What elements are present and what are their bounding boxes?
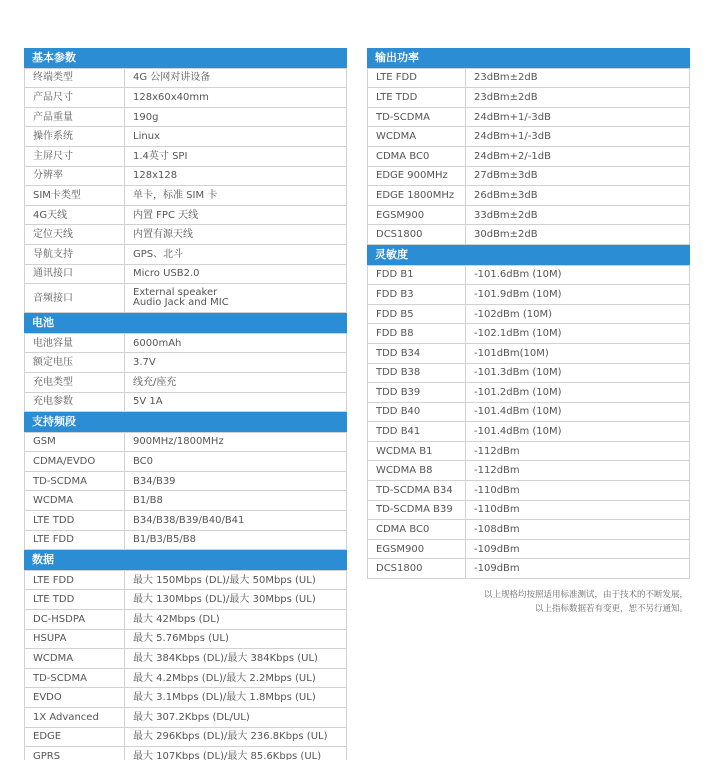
spec-label: LTE TDD xyxy=(25,590,125,610)
spec-label: TDD B38 xyxy=(368,363,466,383)
spec-row xyxy=(25,186,347,206)
spec-label: SIM卡类型 xyxy=(25,186,125,206)
spec-row xyxy=(368,520,690,540)
spec-value-line: 线充/座充 xyxy=(133,376,177,388)
spec-row xyxy=(25,570,347,590)
spec-value xyxy=(466,539,690,559)
spec-value-line: 最大 296Kbps (DL)/最大 236.8Kbps (UL) xyxy=(133,731,328,743)
spec-value xyxy=(125,205,347,225)
spec-value xyxy=(466,166,690,186)
spec-value-line: -101.2dBm (10M) xyxy=(474,386,562,398)
spec-value-line: 30dBm±2dB xyxy=(474,229,538,241)
spec-value xyxy=(466,383,690,403)
spec-label: 通讯接口 xyxy=(25,264,125,284)
spec-value-line: -101.4dBm (10M) xyxy=(474,426,562,438)
spec-row xyxy=(25,392,347,412)
spec-value-line: 23dBm±2dB xyxy=(474,91,538,103)
spec-value xyxy=(125,107,347,127)
spec-value-line: -102.1dBm (10M) xyxy=(474,328,562,340)
spec-value-line: 最大 150Mbps (DL)/最大 50Mbps (UL) xyxy=(133,574,316,586)
spec-value xyxy=(466,225,690,245)
spec-row xyxy=(25,649,347,669)
spec-row xyxy=(368,225,690,245)
spec-value-line: 128x60x40mm xyxy=(133,91,209,103)
spec-label: LTE FDD xyxy=(25,570,125,590)
spec-row xyxy=(368,500,690,520)
spec-label: TD-SCDMA xyxy=(368,107,466,127)
spec-value-line: 最大 5.76Mbps (UL) xyxy=(133,633,229,645)
spec-label: 充电类型 xyxy=(25,372,125,392)
spec-value-line: 190g xyxy=(133,111,159,123)
spec-label: FDD B5 xyxy=(368,304,466,324)
spec-value-line: 最大 42Mbps (DL) xyxy=(133,613,220,625)
spec-value-line: External speaker xyxy=(133,286,218,298)
spec-value-line: 最大 107Kbps (DL)/最大 85.6Kbps (UL) xyxy=(133,750,322,760)
spec-row xyxy=(368,539,690,559)
spec-row xyxy=(25,333,347,353)
spec-value-line: 24dBm+1/-3dB xyxy=(474,111,551,123)
spec-value xyxy=(125,727,347,747)
spec-label: FDD B8 xyxy=(368,324,466,344)
spec-value xyxy=(125,530,347,550)
spec-value-line: 33dBm±2dB xyxy=(474,209,538,221)
spec-row xyxy=(25,166,347,186)
spec-row xyxy=(368,304,690,324)
spec-value xyxy=(125,432,347,452)
spec-row xyxy=(25,747,347,760)
spec-row xyxy=(368,363,690,383)
spec-value-line: Linux xyxy=(133,131,160,143)
section-header: 基本参数 xyxy=(24,48,347,68)
spec-row xyxy=(25,264,347,284)
spec-table xyxy=(24,570,347,760)
spec-label: EDGE 900MHz xyxy=(368,166,466,186)
spec-value xyxy=(466,68,690,88)
spec-value-line: B1/B3/B5/B8 xyxy=(133,534,196,546)
spec-value xyxy=(466,422,690,442)
spec-value-line: -108dBm xyxy=(474,524,520,536)
spec-value-line: 内置 FPC 天线 xyxy=(133,209,199,221)
spec-label: CDMA/EVDO xyxy=(25,452,125,472)
spec-row xyxy=(25,511,347,531)
spec-value xyxy=(466,559,690,579)
spec-label: 产品重量 xyxy=(25,107,125,127)
spec-value xyxy=(125,372,347,392)
spec-value xyxy=(125,264,347,284)
spec-value xyxy=(125,392,347,412)
spec-label: DCS1800 xyxy=(368,559,466,579)
footnote-line-2: 以上指标数据若有变更，恕不另行通知。 xyxy=(534,604,688,614)
spec-value xyxy=(466,481,690,501)
spec-row xyxy=(25,629,347,649)
spec-row xyxy=(368,88,690,108)
spec-row xyxy=(368,402,690,422)
spec-value xyxy=(466,186,690,206)
spec-row xyxy=(368,127,690,147)
spec-label: TD-SCDMA xyxy=(25,471,125,491)
spec-value-line: 最大 307.2Kbps (DL/UL) xyxy=(133,711,250,723)
spec-value xyxy=(466,324,690,344)
spec-label: 电池容量 xyxy=(25,333,125,353)
spec-value xyxy=(125,668,347,688)
spec-value-line: 128x128 xyxy=(133,170,178,182)
spec-label: 音频接口 xyxy=(25,284,125,313)
spec-row xyxy=(25,146,347,166)
spec-value xyxy=(125,688,347,708)
spec-label: TDD B41 xyxy=(368,422,466,442)
spec-value xyxy=(125,649,347,669)
spec-value xyxy=(125,166,347,186)
spec-row xyxy=(368,265,690,285)
spec-row xyxy=(368,205,690,225)
spec-value xyxy=(125,225,347,245)
spec-label: WCDMA xyxy=(368,127,466,147)
spec-label: WCDMA B1 xyxy=(368,441,466,461)
spec-value xyxy=(466,205,690,225)
right-spec-panel xyxy=(367,48,690,579)
spec-value-line: -101.3dBm (10M) xyxy=(474,367,562,379)
spec-value xyxy=(466,88,690,108)
spec-value xyxy=(125,511,347,531)
spec-label: 4G天线 xyxy=(25,205,125,225)
spec-value xyxy=(466,363,690,383)
spec-row xyxy=(25,353,347,373)
spec-value xyxy=(466,500,690,520)
section-header: 电池 xyxy=(24,313,347,333)
footnote-line-1: 以上规格均按照适用标准测试，由于技术的不断发展， xyxy=(483,590,688,600)
spec-value xyxy=(466,107,690,127)
spec-row xyxy=(25,127,347,147)
spec-value xyxy=(466,146,690,166)
spec-label: EVDO xyxy=(25,688,125,708)
spec-label: 导航支持 xyxy=(25,244,125,264)
spec-value-line: -101.6dBm (10M) xyxy=(474,269,562,281)
spec-value-line: 1.4英寸 SPI xyxy=(133,150,188,162)
spec-value-line: BC0 xyxy=(133,456,154,468)
spec-row xyxy=(368,481,690,501)
spec-row xyxy=(25,244,347,264)
spec-value xyxy=(125,629,347,649)
spec-value-line: -109dBm xyxy=(474,543,520,555)
spec-value xyxy=(125,127,347,147)
spec-row xyxy=(368,441,690,461)
spec-row xyxy=(368,422,690,442)
spec-value-line: 内置有源天线 xyxy=(133,229,193,241)
spec-value xyxy=(125,570,347,590)
spec-value-line: 4G 公网对讲设备 xyxy=(133,72,211,84)
spec-row xyxy=(368,186,690,206)
spec-value xyxy=(125,610,347,630)
spec-label: DCS1800 xyxy=(368,225,466,245)
spec-value xyxy=(466,285,690,305)
spec-label: 产品尺寸 xyxy=(25,88,125,108)
spec-row xyxy=(25,68,347,88)
spec-table xyxy=(367,265,690,580)
spec-value-line: 最大 384Kbps (DL)/最大 384Kbps (UL) xyxy=(133,653,318,665)
spec-row xyxy=(25,668,347,688)
spec-value-line: B34/B38/B39/B40/B41 xyxy=(133,514,245,526)
spec-value-line: GPS、北斗 xyxy=(133,248,184,260)
spec-value-line: 26dBm±3dB xyxy=(474,189,538,201)
spec-row xyxy=(25,688,347,708)
spec-row xyxy=(368,166,690,186)
spec-row xyxy=(368,146,690,166)
spec-table xyxy=(367,68,690,245)
spec-row xyxy=(368,343,690,363)
spec-value-line: 3.7V xyxy=(133,357,156,369)
spec-value xyxy=(125,452,347,472)
spec-value xyxy=(466,461,690,481)
spec-row xyxy=(368,559,690,579)
spec-value xyxy=(125,88,347,108)
spec-label: LTE FDD xyxy=(368,68,466,88)
spec-label: 1X Advanced xyxy=(25,708,125,728)
spec-row xyxy=(368,383,690,403)
spec-label: 主屏尺寸 xyxy=(25,146,125,166)
spec-row xyxy=(25,452,347,472)
spec-value xyxy=(125,353,347,373)
spec-row xyxy=(25,471,347,491)
spec-label: CDMA BC0 xyxy=(368,520,466,540)
spec-row xyxy=(25,205,347,225)
spec-value-line: Audio Jack and MIC xyxy=(133,297,229,309)
spec-label: TD-SCDMA B34 xyxy=(368,481,466,501)
spec-value xyxy=(125,284,347,313)
spec-label: WCDMA B8 xyxy=(368,461,466,481)
spec-label: DC-HSDPA xyxy=(25,610,125,630)
spec-value-line: 6000mAh xyxy=(133,337,182,349)
spec-value-line: 24dBm+1/-3dB xyxy=(474,131,551,143)
spec-table xyxy=(24,68,347,314)
spec-label: FDD B3 xyxy=(368,285,466,305)
spec-row xyxy=(25,225,347,245)
spec-label: TDD B39 xyxy=(368,383,466,403)
spec-label: 定位天线 xyxy=(25,225,125,245)
spec-label: 操作系统 xyxy=(25,127,125,147)
spec-label: LTE FDD xyxy=(25,530,125,550)
spec-row xyxy=(368,68,690,88)
spec-label: HSUPA xyxy=(25,629,125,649)
spec-value xyxy=(125,146,347,166)
spec-label: EDGE 1800MHz xyxy=(368,186,466,206)
section-header: 数据 xyxy=(24,550,347,570)
spec-row xyxy=(25,530,347,550)
spec-value-line: 最大 4.2Mbps (DL)/最大 2.2Mbps (UL) xyxy=(133,672,316,684)
spec-row xyxy=(368,324,690,344)
spec-row xyxy=(25,88,347,108)
spec-value-line: -110dBm xyxy=(474,504,520,516)
spec-label: LTE TDD xyxy=(368,88,466,108)
spec-label: GPRS xyxy=(25,747,125,760)
spec-label: TDD B34 xyxy=(368,343,466,363)
spec-label: LTE TDD xyxy=(25,511,125,531)
spec-value-line: 5V 1A xyxy=(133,396,163,408)
spec-value-line: -109dBm xyxy=(474,563,520,575)
spec-table xyxy=(24,333,347,412)
spec-row xyxy=(25,708,347,728)
spec-row xyxy=(25,491,347,511)
spec-row xyxy=(25,284,347,313)
spec-value-line: -112dBm xyxy=(474,465,520,477)
spec-label: TD-SCDMA B39 xyxy=(368,500,466,520)
spec-label: TDD B40 xyxy=(368,402,466,422)
spec-value xyxy=(466,441,690,461)
section-header: 支持频段 xyxy=(24,412,347,432)
spec-row xyxy=(368,285,690,305)
spec-label: 分辨率 xyxy=(25,166,125,186)
spec-value xyxy=(125,333,347,353)
spec-value xyxy=(466,402,690,422)
spec-label: TD-SCDMA xyxy=(25,668,125,688)
spec-value-line: Micro USB2.0 xyxy=(133,268,200,280)
spec-table xyxy=(24,432,347,551)
spec-value-line: 900MHz/1800MHz xyxy=(133,436,224,448)
spec-value-line: B34/B39 xyxy=(133,475,176,487)
spec-value xyxy=(466,127,690,147)
spec-value xyxy=(125,471,347,491)
spec-label: GSM xyxy=(25,432,125,452)
spec-value-line: 24dBm+2/-1dB xyxy=(474,150,551,162)
spec-value xyxy=(125,747,347,760)
spec-label: WCDMA xyxy=(25,649,125,669)
spec-value xyxy=(466,520,690,540)
spec-row xyxy=(368,107,690,127)
spec-label: 终端类型 xyxy=(25,68,125,88)
spec-row xyxy=(25,372,347,392)
spec-value xyxy=(125,68,347,88)
spec-value-line: 最大 130Mbps (DL)/最大 30Mbps (UL) xyxy=(133,594,316,606)
spec-label: 充电参数 xyxy=(25,392,125,412)
spec-value-line: -101.4dBm (10M) xyxy=(474,406,562,418)
spec-value xyxy=(466,343,690,363)
spec-value xyxy=(125,244,347,264)
spec-value-line: -112dBm xyxy=(474,445,520,457)
spec-value xyxy=(125,590,347,610)
spec-row xyxy=(25,610,347,630)
spec-value xyxy=(466,265,690,285)
spec-row xyxy=(25,590,347,610)
spec-value-line: -110dBm xyxy=(474,484,520,496)
spec-row xyxy=(25,727,347,747)
spec-value-line: 单卡，标准 SIM 卡 xyxy=(133,189,218,201)
section-header: 灵敏度 xyxy=(367,245,690,265)
spec-value-line: 27dBm±3dB xyxy=(474,170,538,182)
spec-row xyxy=(25,107,347,127)
spec-label: WCDMA xyxy=(25,491,125,511)
spec-label: CDMA BC0 xyxy=(368,146,466,166)
spec-value xyxy=(466,304,690,324)
spec-value-line: 23dBm±2dB xyxy=(474,72,538,84)
spec-label: FDD B1 xyxy=(368,265,466,285)
spec-label: 额定电压 xyxy=(25,353,125,373)
spec-row xyxy=(25,432,347,452)
left-spec-panel xyxy=(24,48,347,760)
spec-value-line: B1/B8 xyxy=(133,495,163,507)
spec-value-line: -102dBm (10M) xyxy=(474,308,552,320)
spec-value-line: 最大 3.1Mbps (DL)/最大 1.8Mbps (UL) xyxy=(133,692,316,704)
section-header: 输出功率 xyxy=(367,48,690,68)
spec-value xyxy=(125,491,347,511)
spec-label: EGSM900 xyxy=(368,205,466,225)
spec-value-line: -101.9dBm (10M) xyxy=(474,288,562,300)
spec-row xyxy=(368,461,690,481)
spec-value xyxy=(125,708,347,728)
spec-label: EGSM900 xyxy=(368,539,466,559)
spec-value xyxy=(125,186,347,206)
spec-value-line: -101dBm(10M) xyxy=(474,347,549,359)
footnote xyxy=(440,588,688,616)
spec-label: EDGE xyxy=(25,727,125,747)
